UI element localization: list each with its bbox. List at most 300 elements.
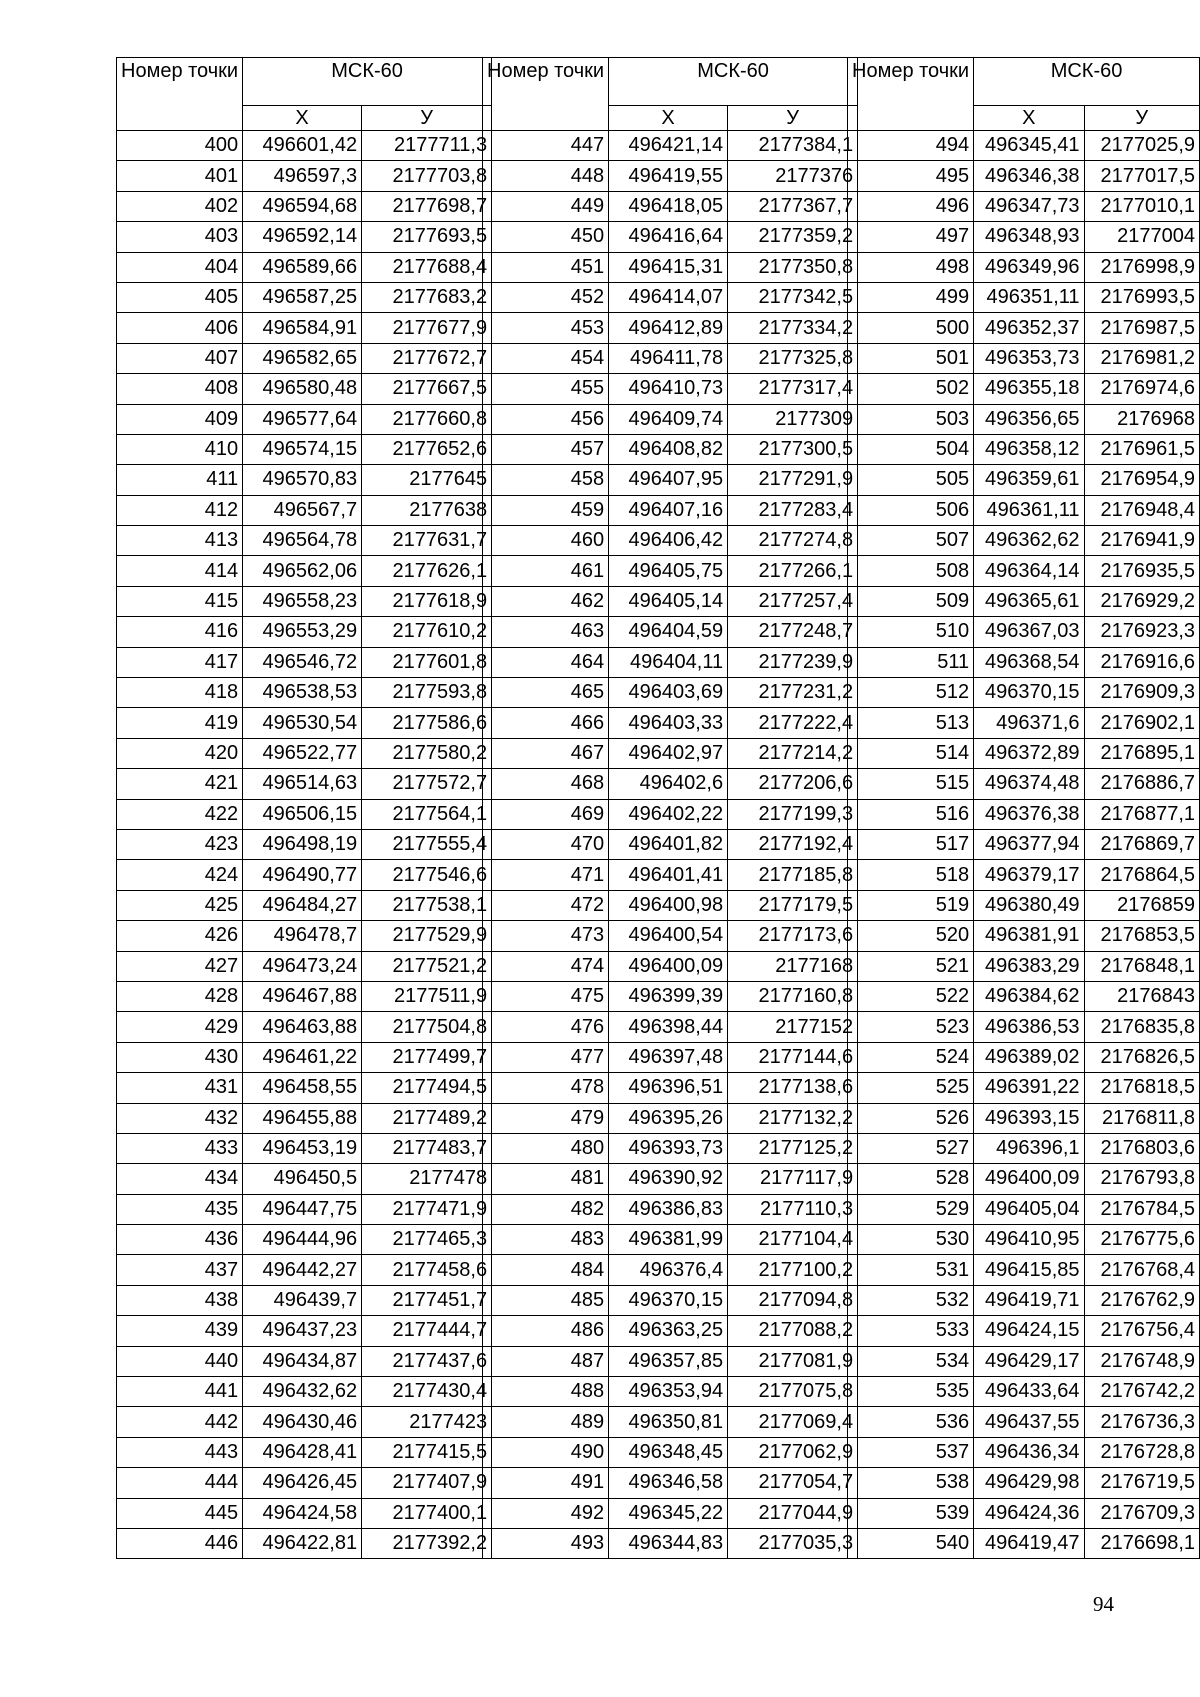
y-coordinate-cell: 2177004: [1084, 222, 1199, 252]
y-coordinate-cell: 2177192,4: [728, 829, 858, 859]
y-coordinate-cell: 2177185,8: [728, 860, 858, 890]
table-row: [848, 1346, 1200, 1376]
y-coordinate-cell: 2176784,5: [1084, 1194, 1199, 1224]
x-coordinate-cell: 496424,15: [974, 1316, 1084, 1346]
point-number-cell: 516: [848, 799, 974, 829]
point-number-cell: 423: [117, 829, 243, 859]
point-number-cell: 524: [848, 1042, 974, 1072]
y-coordinate-cell: 2176835,8: [1084, 1012, 1199, 1042]
y-coordinate-cell: 2177593,8: [362, 678, 492, 708]
point-number-cell: 483: [483, 1225, 609, 1255]
y-coordinate-cell: 2176848,1: [1084, 951, 1199, 981]
y-coordinate-cell: 2177075,8: [728, 1377, 858, 1407]
x-coordinate-cell: 496506,15: [243, 799, 362, 829]
y-coordinate-cell: 2177672,7: [362, 343, 492, 373]
y-coordinate-cell: 2177504,8: [362, 1012, 492, 1042]
table-row: [848, 374, 1200, 404]
point-number-cell: 442: [117, 1407, 243, 1437]
x-coordinate-cell: 496587,25: [243, 282, 362, 312]
table-row: [848, 1042, 1200, 1072]
table-row: [483, 404, 858, 434]
point-number-cell: 488: [483, 1377, 609, 1407]
y-coordinate-cell: 2177677,9: [362, 313, 492, 343]
y-coordinate-cell: 2177478: [362, 1164, 492, 1194]
y-coordinate-cell: 2177437,6: [362, 1346, 492, 1376]
y-coordinate-cell: 2177572,7: [362, 769, 492, 799]
y-coordinate-cell: 2177465,3: [362, 1225, 492, 1255]
point-number-cell: 480: [483, 1133, 609, 1163]
y-coordinate-cell: 2177521,2: [362, 951, 492, 981]
y-coordinate-cell: 2176929,2: [1084, 586, 1199, 616]
x-coordinate-cell: 496553,29: [243, 617, 362, 647]
table-row: [848, 495, 1200, 525]
table-row: [117, 1285, 492, 1315]
table-row: [848, 1012, 1200, 1042]
table-row: [117, 1225, 492, 1255]
point-number-cell: 519: [848, 890, 974, 920]
x-coordinate-cell: 496434,87: [243, 1346, 362, 1376]
x-coordinate-cell: 496444,96: [243, 1225, 362, 1255]
point-number-cell: 533: [848, 1316, 974, 1346]
point-number-cell: 530: [848, 1225, 974, 1255]
x-coordinate-cell: 496428,41: [243, 1437, 362, 1467]
table-row: [848, 981, 1200, 1011]
header-coordinate-system: МСК-60: [974, 58, 1200, 106]
point-number-cell: 407: [117, 343, 243, 373]
table-row: [483, 1468, 858, 1498]
x-coordinate-cell: 496389,02: [974, 1042, 1084, 1072]
y-coordinate-cell: 2177483,7: [362, 1133, 492, 1163]
table-row: [848, 556, 1200, 586]
point-number-cell: 462: [483, 586, 609, 616]
y-coordinate-cell: 2177667,5: [362, 374, 492, 404]
y-coordinate-cell: 2176895,1: [1084, 738, 1199, 768]
table-row: [483, 495, 858, 525]
y-coordinate-cell: 2177693,5: [362, 222, 492, 252]
table-row: [483, 1103, 858, 1133]
table-row: [117, 404, 492, 434]
y-coordinate-cell: 2176974,6: [1084, 374, 1199, 404]
x-coordinate-cell: 496356,65: [974, 404, 1084, 434]
table-row: [483, 921, 858, 951]
x-coordinate-cell: 496386,53: [974, 1012, 1084, 1042]
point-number-cell: 435: [117, 1194, 243, 1224]
x-coordinate-cell: 496574,15: [243, 434, 362, 464]
point-number-cell: 521: [848, 951, 974, 981]
y-coordinate-cell: 2176864,5: [1084, 860, 1199, 890]
x-coordinate-cell: 496400,54: [609, 921, 728, 951]
table-row: [483, 222, 858, 252]
x-coordinate-cell: 496402,22: [609, 799, 728, 829]
y-coordinate-cell: 2177631,7: [362, 526, 492, 556]
x-coordinate-cell: 496567,7: [243, 495, 362, 525]
y-coordinate-cell: 2176902,1: [1084, 708, 1199, 738]
table-row: [848, 526, 1200, 556]
table-row: [848, 1103, 1200, 1133]
y-coordinate-cell: 2177179,5: [728, 890, 858, 920]
y-coordinate-cell: 2177010,1: [1084, 191, 1199, 221]
x-coordinate-cell: 496370,15: [609, 1285, 728, 1315]
x-coordinate-cell: 496530,54: [243, 708, 362, 738]
point-number-cell: 485: [483, 1285, 609, 1315]
y-coordinate-cell: 2177430,4: [362, 1377, 492, 1407]
table-row: [848, 1225, 1200, 1255]
point-number-cell: 484: [483, 1255, 609, 1285]
x-coordinate-cell: 496589,66: [243, 252, 362, 282]
x-coordinate-cell: 496467,88: [243, 981, 362, 1011]
x-coordinate-cell: 496344,83: [609, 1528, 728, 1558]
point-number-cell: 515: [848, 769, 974, 799]
x-coordinate-cell: 496584,91: [243, 313, 362, 343]
point-number-cell: 539: [848, 1498, 974, 1528]
x-coordinate-cell: 496432,62: [243, 1377, 362, 1407]
table-row: [483, 1194, 858, 1224]
point-number-cell: 476: [483, 1012, 609, 1042]
x-coordinate-cell: 496415,85: [974, 1255, 1084, 1285]
y-coordinate-cell: 2177711,3: [362, 131, 492, 161]
y-coordinate-cell: 2176748,9: [1084, 1346, 1199, 1376]
x-coordinate-cell: 496564,78: [243, 526, 362, 556]
y-coordinate-cell: 2176869,7: [1084, 829, 1199, 859]
y-coordinate-cell: 2176961,5: [1084, 434, 1199, 464]
table-row: [483, 1073, 858, 1103]
y-coordinate-cell: 2176941,9: [1084, 526, 1199, 556]
x-coordinate-cell: 496379,17: [974, 860, 1084, 890]
x-coordinate-cell: 496442,27: [243, 1255, 362, 1285]
y-coordinate-cell: 2177054,7: [728, 1468, 858, 1498]
y-coordinate-cell: 2177069,4: [728, 1407, 858, 1437]
table-row: [483, 556, 858, 586]
point-number-cell: 487: [483, 1346, 609, 1376]
x-coordinate-cell: 496349,96: [974, 252, 1084, 282]
table-row: [483, 1407, 858, 1437]
point-number-cell: 448: [483, 161, 609, 191]
y-coordinate-cell: 2177094,8: [728, 1285, 858, 1315]
header-point-number: Номер точки: [117, 58, 243, 131]
x-coordinate-cell: 496401,82: [609, 829, 728, 859]
table-row: [848, 465, 1200, 495]
table-row: [117, 860, 492, 890]
x-coordinate-cell: 496391,22: [974, 1073, 1084, 1103]
table-row: [483, 951, 858, 981]
table-row: [848, 738, 1200, 768]
table-row: [848, 252, 1200, 282]
point-number-cell: 413: [117, 526, 243, 556]
y-coordinate-cell: 2176826,5: [1084, 1042, 1199, 1072]
y-coordinate-cell: 2177160,8: [728, 981, 858, 1011]
y-coordinate-cell: 2177239,9: [728, 647, 858, 677]
x-coordinate-cell: 496409,74: [609, 404, 728, 434]
point-number-cell: 525: [848, 1073, 974, 1103]
y-coordinate-cell: 2177125,2: [728, 1133, 858, 1163]
header-x: Х: [974, 106, 1084, 131]
y-coordinate-cell: 2176843: [1084, 981, 1199, 1011]
x-coordinate-cell: 496353,73: [974, 343, 1084, 373]
point-number-cell: 463: [483, 617, 609, 647]
point-number-cell: 503: [848, 404, 974, 434]
x-coordinate-cell: 496437,55: [974, 1407, 1084, 1437]
x-coordinate-cell: 496405,14: [609, 586, 728, 616]
x-coordinate-cell: 496597,3: [243, 161, 362, 191]
point-number-cell: 427: [117, 951, 243, 981]
y-coordinate-cell: 2177309: [728, 404, 858, 434]
x-coordinate-cell: 496381,91: [974, 921, 1084, 951]
y-coordinate-cell: 2176909,3: [1084, 678, 1199, 708]
x-coordinate-cell: 496377,94: [974, 829, 1084, 859]
y-coordinate-cell: 2176993,5: [1084, 282, 1199, 312]
y-coordinate-cell: 2177580,2: [362, 738, 492, 768]
y-coordinate-cell: 2176923,3: [1084, 617, 1199, 647]
table-row: [117, 161, 492, 191]
x-coordinate-cell: 496416,64: [609, 222, 728, 252]
point-number-cell: 433: [117, 1133, 243, 1163]
table-row: [483, 981, 858, 1011]
table-row: [848, 1498, 1200, 1528]
y-coordinate-cell: 2177017,5: [1084, 161, 1199, 191]
x-coordinate-cell: 496355,18: [974, 374, 1084, 404]
point-number-cell: 410: [117, 434, 243, 464]
table-row: [117, 1133, 492, 1163]
y-coordinate-cell: 2176853,5: [1084, 921, 1199, 951]
point-number-cell: 490: [483, 1437, 609, 1467]
point-number-cell: 469: [483, 799, 609, 829]
point-number-cell: 507: [848, 526, 974, 556]
x-coordinate-cell: 496376,38: [974, 799, 1084, 829]
y-coordinate-cell: 2176698,1: [1084, 1528, 1199, 1558]
point-number-cell: 432: [117, 1103, 243, 1133]
table-row: [117, 586, 492, 616]
table-row: [117, 890, 492, 920]
x-coordinate-cell: 496410,95: [974, 1225, 1084, 1255]
table-row: [848, 343, 1200, 373]
point-number-cell: 420: [117, 738, 243, 768]
table-row: [483, 890, 858, 920]
header-x: Х: [243, 106, 362, 131]
table-row: [117, 738, 492, 768]
y-coordinate-cell: 2177610,2: [362, 617, 492, 647]
y-coordinate-cell: 2177384,1: [728, 131, 858, 161]
x-coordinate-cell: 496400,09: [974, 1164, 1084, 1194]
point-number-cell: 518: [848, 860, 974, 890]
x-coordinate-cell: 496398,44: [609, 1012, 728, 1042]
point-number-cell: 508: [848, 556, 974, 586]
point-number-cell: 400: [117, 131, 243, 161]
x-coordinate-cell: 496384,62: [974, 981, 1084, 1011]
point-number-cell: 475: [483, 981, 609, 1011]
point-number-cell: 513: [848, 708, 974, 738]
point-number-cell: 416: [117, 617, 243, 647]
y-coordinate-cell: 2177132,2: [728, 1103, 858, 1133]
table-row: [117, 1528, 492, 1558]
y-coordinate-cell: 2177334,2: [728, 313, 858, 343]
table-row: [848, 860, 1200, 890]
x-coordinate-cell: 496424,58: [243, 1498, 362, 1528]
table-row: [117, 647, 492, 677]
x-coordinate-cell: 496562,06: [243, 556, 362, 586]
point-number-cell: 405: [117, 282, 243, 312]
x-coordinate-cell: 496393,15: [974, 1103, 1084, 1133]
coords-table-3: [847, 57, 1200, 1559]
y-coordinate-cell: 2177359,2: [728, 222, 858, 252]
y-coordinate-cell: 2177283,4: [728, 495, 858, 525]
point-number-cell: 409: [117, 404, 243, 434]
point-number-cell: 457: [483, 434, 609, 464]
point-number-cell: 456: [483, 404, 609, 434]
table-row: [117, 526, 492, 556]
header-point-number: Номер точки: [483, 58, 609, 131]
x-coordinate-cell: 496415,31: [609, 252, 728, 282]
x-coordinate-cell: 496383,29: [974, 951, 1084, 981]
point-number-cell: 466: [483, 708, 609, 738]
y-coordinate-cell: 2176859: [1084, 890, 1199, 920]
point-number-cell: 431: [117, 1073, 243, 1103]
x-coordinate-cell: 496419,71: [974, 1285, 1084, 1315]
table-row: [117, 1498, 492, 1528]
x-coordinate-cell: 496414,07: [609, 282, 728, 312]
x-coordinate-cell: 496362,62: [974, 526, 1084, 556]
table-row: [483, 708, 858, 738]
y-coordinate-cell: 2176916,6: [1084, 647, 1199, 677]
table-row: [483, 1316, 858, 1346]
table-row: [117, 678, 492, 708]
point-number-cell: 532: [848, 1285, 974, 1315]
y-coordinate-cell: 2176742,2: [1084, 1377, 1199, 1407]
y-coordinate-cell: 2177144,6: [728, 1042, 858, 1072]
header-y: У: [1084, 106, 1199, 131]
x-coordinate-cell: 496396,51: [609, 1073, 728, 1103]
point-number-cell: 443: [117, 1437, 243, 1467]
y-coordinate-cell: 2177546,6: [362, 860, 492, 890]
y-coordinate-cell: 2176756,4: [1084, 1316, 1199, 1346]
table-row: [117, 769, 492, 799]
x-coordinate-cell: 496359,61: [974, 465, 1084, 495]
point-number-cell: 454: [483, 343, 609, 373]
coords-table-1: [116, 57, 492, 1559]
table-row: [117, 495, 492, 525]
y-coordinate-cell: 2177555,4: [362, 829, 492, 859]
y-coordinate-cell: 2177173,6: [728, 921, 858, 951]
point-number-cell: 531: [848, 1255, 974, 1285]
x-coordinate-cell: 496381,99: [609, 1225, 728, 1255]
y-coordinate-cell: 2177257,4: [728, 586, 858, 616]
x-coordinate-cell: 496424,36: [974, 1498, 1084, 1528]
point-number-cell: 489: [483, 1407, 609, 1437]
x-coordinate-cell: 496357,85: [609, 1346, 728, 1376]
point-number-cell: 401: [117, 161, 243, 191]
x-coordinate-cell: 496403,33: [609, 708, 728, 738]
point-number-cell: 451: [483, 252, 609, 282]
y-coordinate-cell: 2177683,2: [362, 282, 492, 312]
table-row: [483, 343, 858, 373]
table-row: [848, 1437, 1200, 1467]
table-row: [117, 556, 492, 586]
point-number-cell: 404: [117, 252, 243, 282]
point-number-cell: 419: [117, 708, 243, 738]
table-row: [483, 282, 858, 312]
y-coordinate-cell: 2177291,9: [728, 465, 858, 495]
y-coordinate-cell: 2177062,9: [728, 1437, 858, 1467]
x-coordinate-cell: 496570,83: [243, 465, 362, 495]
y-coordinate-cell: 2177342,5: [728, 282, 858, 312]
point-number-cell: 470: [483, 829, 609, 859]
y-coordinate-cell: 2177248,7: [728, 617, 858, 647]
x-coordinate-cell: 496348,93: [974, 222, 1084, 252]
table-row: [848, 1255, 1200, 1285]
y-coordinate-cell: 2177266,1: [728, 556, 858, 586]
table-row: [848, 1468, 1200, 1498]
y-coordinate-cell: 2177152: [728, 1012, 858, 1042]
x-coordinate-cell: 496374,48: [974, 769, 1084, 799]
y-coordinate-cell: 2176793,8: [1084, 1164, 1199, 1194]
point-number-cell: 512: [848, 678, 974, 708]
y-coordinate-cell: 2177376: [728, 161, 858, 191]
x-coordinate-cell: 496433,64: [974, 1377, 1084, 1407]
coords-table-2: [482, 57, 858, 1559]
table-row: [848, 1528, 1200, 1558]
point-number-cell: 472: [483, 890, 609, 920]
point-number-cell: 501: [848, 343, 974, 373]
table-row: [483, 374, 858, 404]
y-coordinate-cell: 2177044,9: [728, 1498, 858, 1528]
point-number-cell: 494: [848, 131, 974, 161]
table-row: [848, 222, 1200, 252]
point-number-cell: 455: [483, 374, 609, 404]
x-coordinate-cell: 496577,64: [243, 404, 362, 434]
x-coordinate-cell: 496582,65: [243, 343, 362, 373]
x-coordinate-cell: 496430,46: [243, 1407, 362, 1437]
y-coordinate-cell: 2176728,8: [1084, 1437, 1199, 1467]
table-row: [483, 738, 858, 768]
point-number-cell: 510: [848, 617, 974, 647]
point-number-cell: 491: [483, 1468, 609, 1498]
point-number-cell: 522: [848, 981, 974, 1011]
x-coordinate-cell: 496458,55: [243, 1073, 362, 1103]
table-row: [117, 921, 492, 951]
point-number-cell: 464: [483, 647, 609, 677]
table-row: [483, 1255, 858, 1285]
x-coordinate-cell: 496594,68: [243, 191, 362, 221]
x-coordinate-cell: 496558,23: [243, 586, 362, 616]
x-coordinate-cell: 496348,45: [609, 1437, 728, 1467]
table-row: [483, 586, 858, 616]
y-coordinate-cell: 2177088,2: [728, 1316, 858, 1346]
y-coordinate-cell: 2177325,8: [728, 343, 858, 373]
point-number-cell: 450: [483, 222, 609, 252]
table-row: [483, 252, 858, 282]
x-coordinate-cell: 496419,55: [609, 161, 728, 191]
x-coordinate-cell: 496447,75: [243, 1194, 362, 1224]
y-coordinate-cell: 2177626,1: [362, 556, 492, 586]
point-number-cell: 520: [848, 921, 974, 951]
x-coordinate-cell: 496401,41: [609, 860, 728, 890]
point-number-cell: 509: [848, 586, 974, 616]
point-number-cell: 408: [117, 374, 243, 404]
table-row: [483, 799, 858, 829]
point-number-cell: 499: [848, 282, 974, 312]
table-row: [483, 313, 858, 343]
x-coordinate-cell: 496412,89: [609, 313, 728, 343]
y-coordinate-cell: 2176768,4: [1084, 1255, 1199, 1285]
y-coordinate-cell: 2177274,8: [728, 526, 858, 556]
x-coordinate-cell: 496397,48: [609, 1042, 728, 1072]
point-number-cell: 445: [117, 1498, 243, 1528]
table-row: [117, 282, 492, 312]
point-number-cell: 468: [483, 769, 609, 799]
table-row: [848, 890, 1200, 920]
point-number-cell: 449: [483, 191, 609, 221]
y-coordinate-cell: 2177415,5: [362, 1437, 492, 1467]
point-number-cell: 495: [848, 161, 974, 191]
